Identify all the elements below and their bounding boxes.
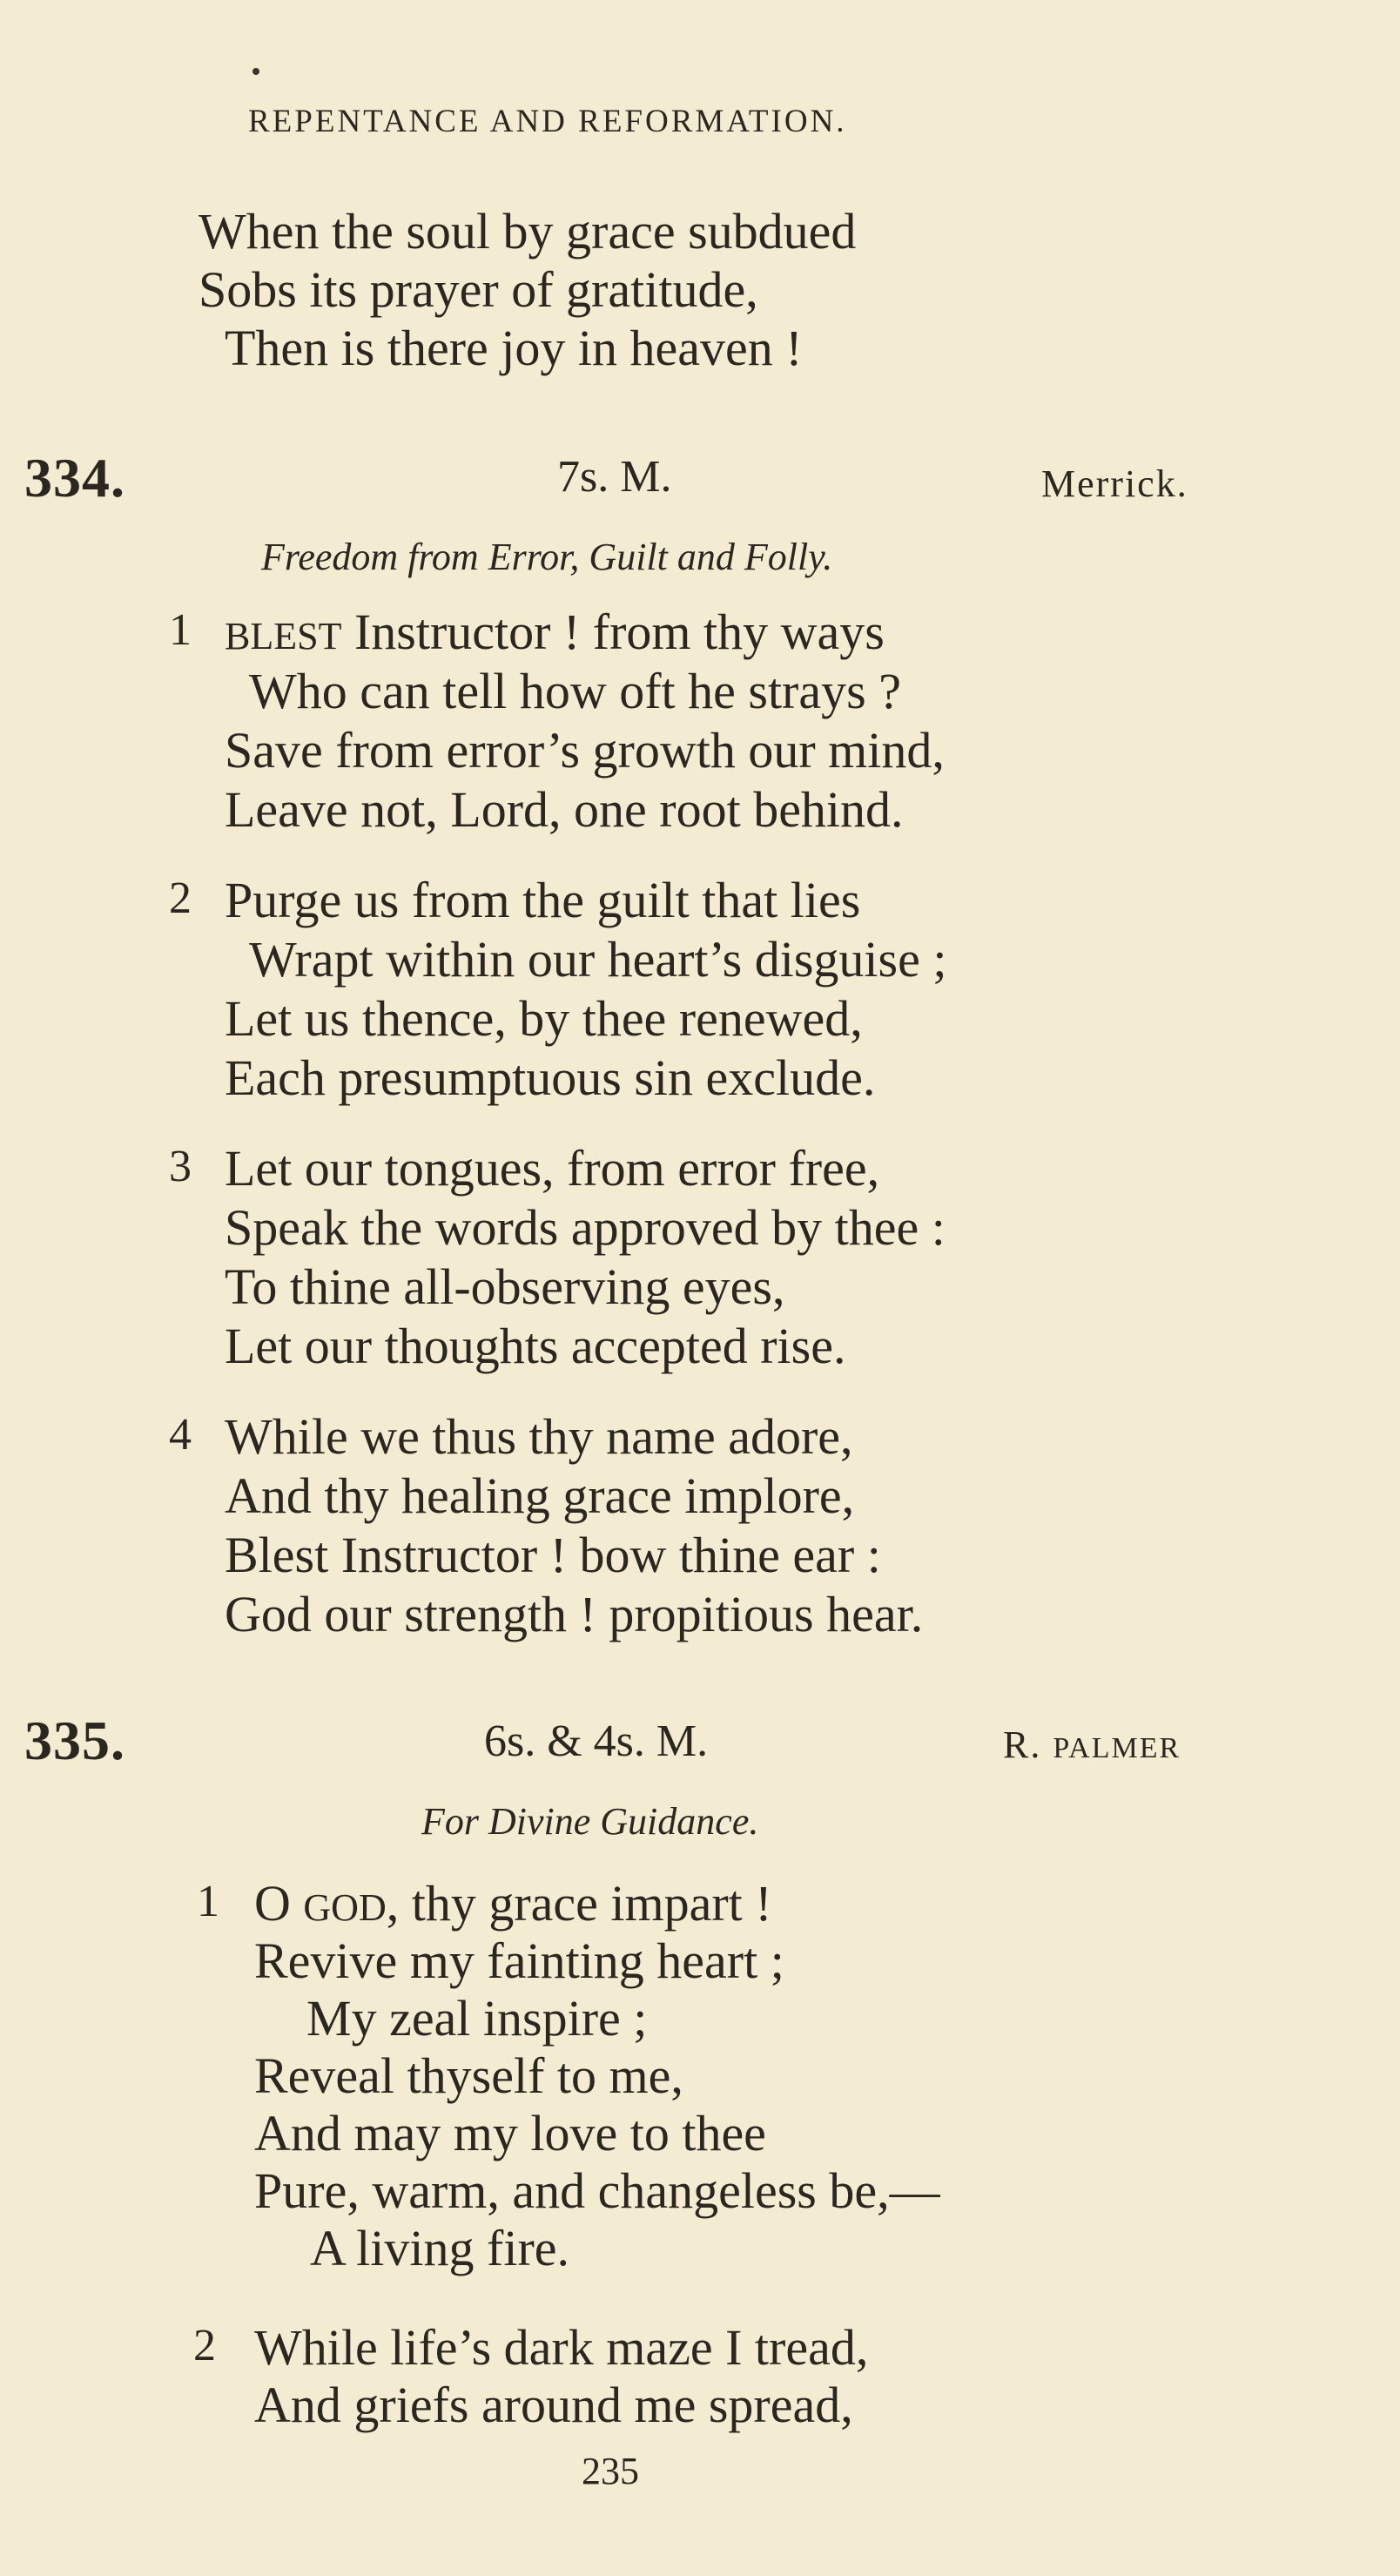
verse-line: When the soul by grace subdued — [199, 203, 857, 260]
verse-line: Let our tongues, from error free, — [225, 1140, 880, 1197]
verse-line: Purge us from the guilt that lies — [225, 872, 861, 928]
stanza-number: 1 — [169, 605, 192, 655]
small-caps-word: BLEST — [225, 615, 342, 657]
stanza-number: 3 — [169, 1142, 192, 1191]
stanza-number: 4 — [169, 1410, 192, 1460]
verse-line: Then is there joy in heaven ! — [225, 320, 803, 376]
verse-line: Leave not, Lord, one root behind. — [225, 781, 904, 838]
stanza-number: 2 — [193, 2321, 216, 2370]
verse-line: Pure, warm, and changeless be,— — [254, 2162, 940, 2219]
verse-line: Revive my fainting heart ; — [254, 1932, 784, 1989]
verse-line: Let our thoughts accepted rise. — [225, 1318, 846, 1374]
hymn-meter: 7s. M. — [557, 452, 672, 502]
verse-line: Reveal thyself to me, — [254, 2047, 683, 2104]
hymn-author: Merrick. — [1041, 462, 1188, 505]
hymn-number: 334. — [24, 447, 125, 509]
page-number: 235 — [582, 2450, 639, 2492]
verse-line: While we thus thy name adore, — [225, 1408, 853, 1465]
ink-speck — [252, 68, 259, 75]
verse-line: Who can tell how oft he strays ? — [249, 663, 901, 719]
verse-line: God our strength ! propitious hear. — [225, 1586, 924, 1642]
stanza-number: 1 — [197, 1877, 219, 1926]
verse-line: While life’s dark maze I tread, — [254, 2319, 869, 2376]
hymn-meter: 6s. & 4s. M. — [484, 1716, 709, 1766]
running-head: REPENTANCE AND REFORMATION. — [248, 104, 847, 139]
small-caps-word: GOD — [303, 1886, 387, 1929]
hymn-subtitle: For Divine Guidance. — [421, 1800, 759, 1843]
verse-line: Each presumptuous sin exclude. — [225, 1049, 876, 1106]
verse-line: And may my love to thee — [254, 2105, 766, 2161]
verse-line: And thy healing grace implore, — [225, 1467, 855, 1524]
hymn-subtitle: Freedom from Error, Guilt and Folly. — [261, 536, 833, 578]
hymn-author: R. PALMER — [1003, 1723, 1181, 1766]
verse-line: Save from error’s growth our mind, — [225, 722, 945, 779]
verse-line: To thine all-observing eyes, — [225, 1258, 785, 1315]
verse-line: O GOD, thy grace impart ! — [254, 1875, 772, 1932]
verse-line: A living fire. — [310, 2220, 570, 2276]
verse-line: Speak the words approved by thee : — [225, 1199, 946, 1256]
verse-line: My zeal inspire ; — [306, 1990, 648, 2047]
hymn-number: 335. — [24, 1709, 125, 1771]
verse-line: Let us thence, by thee renewed, — [225, 990, 863, 1047]
verse-line: Sobs its prayer of gratitude, — [199, 261, 758, 318]
verse-line: Wrapt within our heart’s disguise ; — [249, 931, 947, 988]
verse-line: BLEST Instructor ! from thy ways — [225, 604, 885, 660]
verse-line: And griefs around me spread, — [254, 2377, 853, 2433]
stanza-number: 2 — [169, 873, 192, 923]
verse-line: Blest Instructor ! bow thine ear : — [225, 1527, 881, 1583]
